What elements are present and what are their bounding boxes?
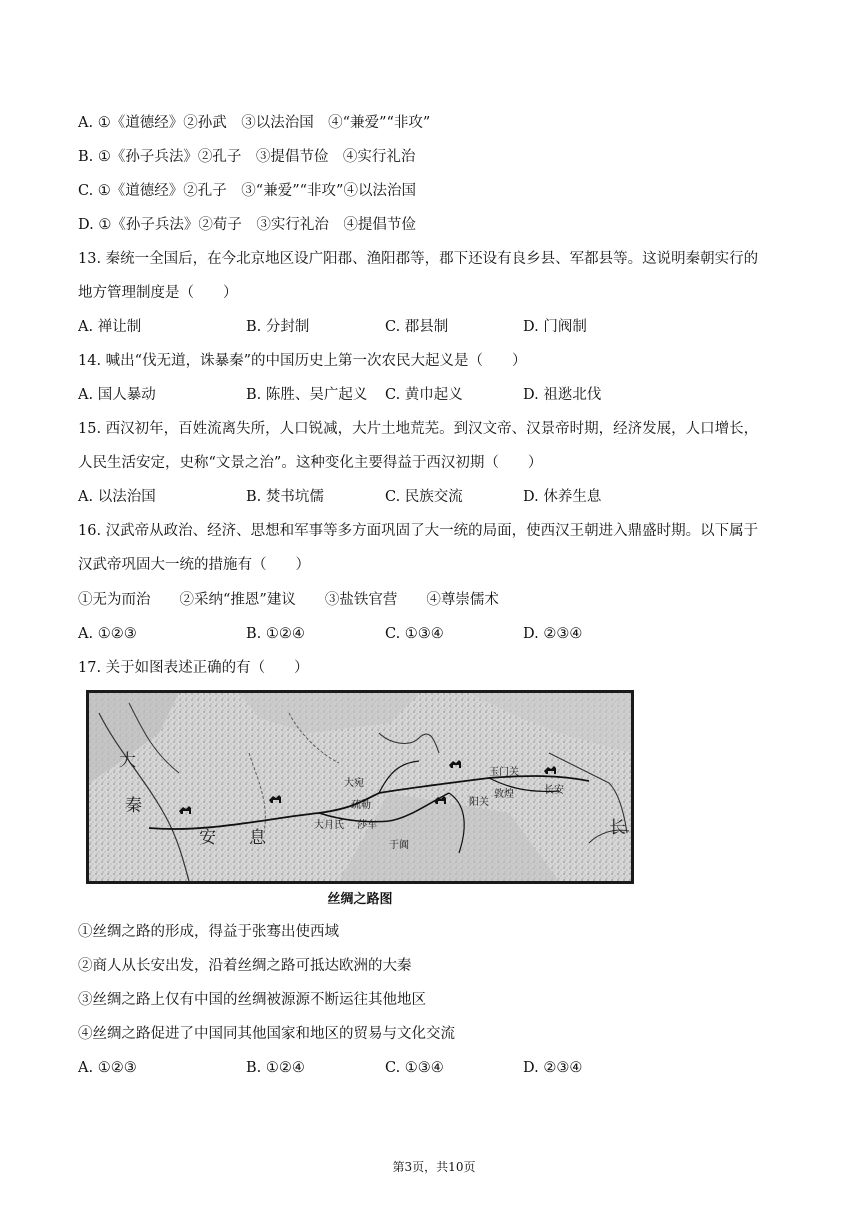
map-label-dunhuang: 敦煌: [494, 789, 514, 800]
q14-option-b: B. 陈胜、吴广起义: [246, 387, 368, 403]
q13-stem-line1: 13. 秦统一全国后，在今北京地区设广阳郡、渔阳郡等，郡下还设有良乡县、军都县等。这说明秦朝实行的: [78, 251, 759, 267]
map-label-yumenguan: 玉门关: [489, 767, 519, 778]
page-footer: 第3页，共10页: [392, 1160, 476, 1174]
q13-stem-line2: 地方管理制度是（ ）: [78, 285, 238, 301]
silk-road-map: [86, 690, 634, 884]
q15-option-b: B. 焚书坑儒: [246, 489, 324, 505]
q13-option-c: C. 郡县制: [385, 319, 449, 335]
q17-item-2: ②商人从长安出发，沿着丝绸之路可抵达欧洲的大秦: [78, 958, 412, 974]
q12-option-c: C. ①《道德经》②孔子 ③“兼爱”“非攻”④以法治国: [78, 183, 416, 199]
q17-option-d: D. ②③④: [523, 1060, 583, 1076]
map-label-an: 安: [199, 828, 216, 848]
q16-items: ①无为而治 ②采纳“推恩”建议 ③盐铁官营 ④尊崇儒术: [78, 592, 499, 608]
map-label-xi: 息: [249, 828, 266, 848]
q17-option-c: C. ①③④: [385, 1060, 444, 1076]
q13-option-b: B. 分封制: [246, 319, 310, 335]
map-label-qin: 秦: [125, 796, 142, 816]
q15-stem-line1: 15. 西汉初年，百姓流离失所，人口锐减，大片土地荒芜。到汉文帝、汉景帝时期，经济发展，人口增长，: [78, 421, 759, 437]
q13-option-d: D. 门阀制: [523, 319, 587, 335]
map-label-chang: 长: [609, 818, 626, 838]
q17-stem-line1: 17. 关于如图表述正确的有（ ）: [78, 660, 309, 676]
q14-option-d: D. 祖逖北伐: [523, 387, 602, 403]
map-label-shache: 莎车: [357, 820, 377, 831]
map-label-shule: 疏勒: [351, 800, 371, 811]
q17-option-b: B. ①②④: [246, 1060, 305, 1076]
q14-option-a: A. 国人暴动: [78, 387, 156, 403]
q16-option-b: B. ①②④: [246, 626, 305, 642]
q15-option-c: C. 民族交流: [385, 489, 463, 505]
q16-option-d: D. ②③④: [523, 626, 583, 642]
map-label-yangguan: 阳关: [469, 797, 489, 808]
q15-stem-line2: 人民生活安定，史称“文景之治”。这种变化主要得益于西汉初期（ ）: [78, 455, 543, 471]
map-caption: 丝绸之路图: [327, 892, 393, 907]
q12-option-b: B. ①《孙子兵法》②孔子 ③提倡节俭 ④实行礼治: [78, 149, 416, 165]
q12-option-d: D. ①《孙子兵法》②荀子 ③实行礼治 ④提倡节俭: [78, 217, 416, 233]
map-label-dayuezhi: 大月氏: [314, 820, 344, 831]
q14-option-c: C. 黄巾起义: [385, 387, 463, 403]
q16-option-a: A. ①②③: [78, 626, 137, 642]
map-label-yutian: 于阗: [389, 840, 409, 851]
q17-item-4: ④丝绸之路促进了中国同其他国家和地区的贸易与文化交流: [78, 1026, 455, 1042]
q16-stem-line2: 汉武帝巩固大一统的措施有（ ）: [78, 557, 310, 573]
q12-option-a: A. ①《道德经》②孙武 ③以法治国 ④“兼爱”“非攻”: [78, 115, 431, 131]
q17-item-3: ③丝绸之路上仅有中国的丝绸被源源不断运往其他地区: [78, 992, 426, 1008]
q16-option-c: C. ①③④: [385, 626, 444, 642]
silk-road-map-svg: [89, 693, 631, 881]
q16-stem-line1: 16. 汉武帝从政治、经济、思想和军事等多方面巩固了大一统的局面，使西汉王朝进入鼎盛时期。以下属于: [78, 523, 759, 539]
q17-option-a: A. ①②③: [78, 1060, 137, 1076]
map-label-da: 大: [119, 751, 136, 771]
q15-option-d: D. 休养生息: [523, 489, 602, 505]
map-label-changan: 长安: [544, 785, 564, 796]
map-label-dayuan: 大宛: [344, 778, 364, 789]
q17-item-1: ①丝绸之路的形成，得益于张骞出使西域: [78, 924, 339, 940]
q13-option-a: A. 禅让制: [78, 319, 142, 335]
q14-stem-line1: 14. 喊出“伐无道，诛暴秦”的中国历史上第一次农民大起义是（ ）: [78, 353, 527, 369]
q15-option-a: A. 以法治国: [78, 489, 156, 505]
